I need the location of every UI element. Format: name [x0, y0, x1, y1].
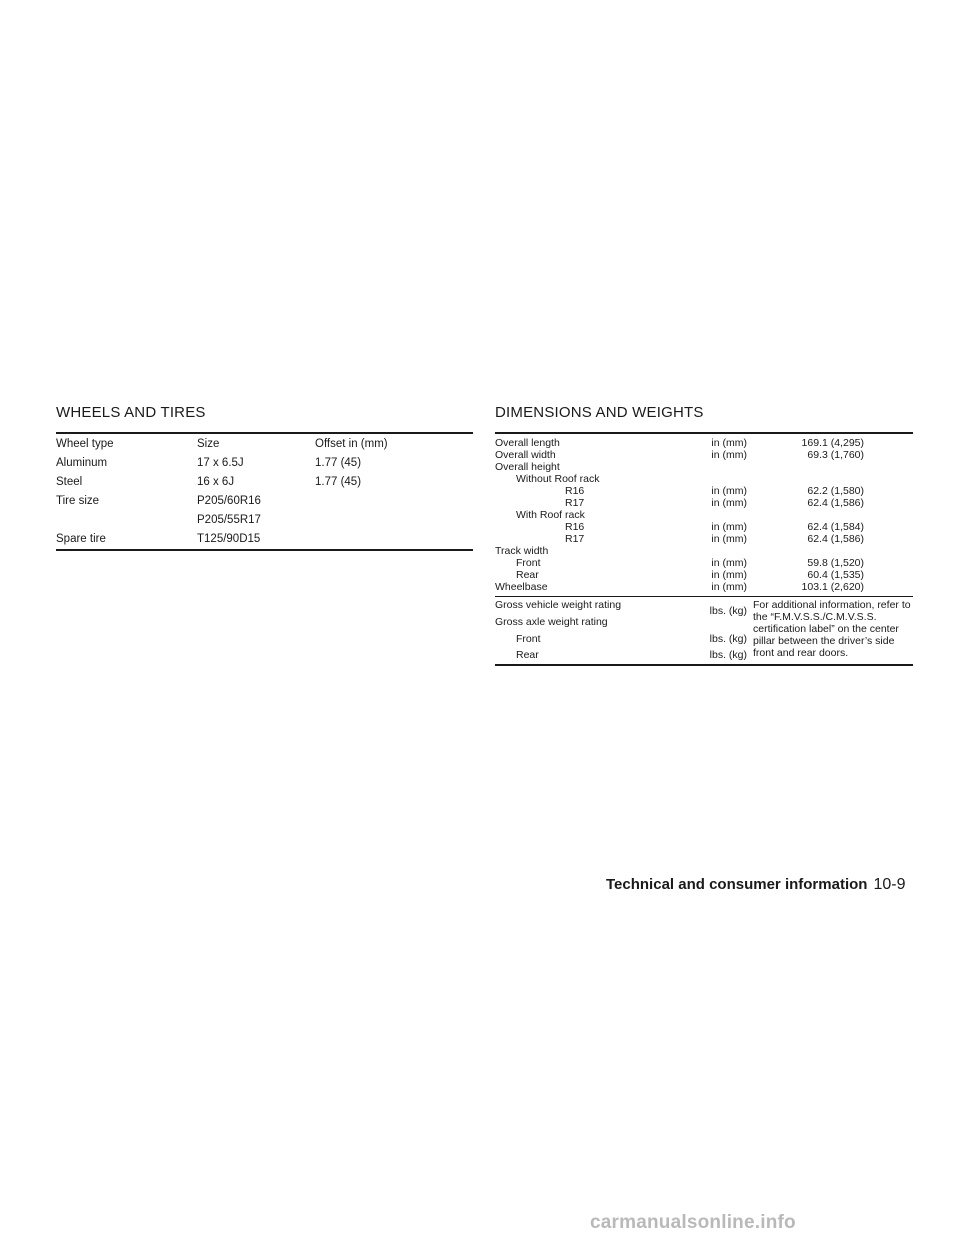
- table-row: [56, 454, 473, 473]
- gawr-rear-label: Rear: [516, 649, 539, 661]
- row-unit: in (mm): [711, 485, 747, 497]
- row-value: 62.4 (1,586): [807, 497, 864, 509]
- table-row: [495, 437, 913, 449]
- row-label: Without Roof rack: [516, 473, 600, 485]
- dimensions-table: [495, 434, 913, 593]
- row-value: 103.1 (2,620): [801, 581, 864, 593]
- table-row: [56, 530, 473, 549]
- row-label: Front: [516, 557, 541, 569]
- table-row: [56, 511, 473, 530]
- page-number: 10-9: [873, 876, 906, 893]
- wheels-and-tires-section: [56, 404, 473, 551]
- row-label: Wheelbase: [495, 581, 548, 593]
- dimensions-and-weights-section: [495, 404, 913, 666]
- row-unit: in (mm): [711, 557, 747, 569]
- cell-wheel-type: Spare tire: [56, 533, 106, 545]
- table-row: [56, 492, 473, 511]
- cell-size: 16 x 6J: [197, 476, 235, 488]
- cell-size: T125/90D15: [197, 533, 261, 545]
- cell-offset: 1.77 (45): [315, 457, 362, 469]
- weights-table: [495, 596, 913, 664]
- gawr-front-label: Front: [516, 633, 541, 645]
- row-label: R17: [565, 497, 585, 509]
- table-row: [495, 521, 913, 533]
- table-row: [495, 461, 913, 473]
- table-row: [495, 473, 913, 485]
- cell-size: P205/55R17: [197, 514, 261, 526]
- table-row: [495, 557, 913, 569]
- table-row: [495, 485, 913, 497]
- table-row: [495, 569, 913, 581]
- cell-wheel-type: Steel: [56, 476, 83, 488]
- row-label: R17: [565, 533, 585, 545]
- row-unit: in (mm): [711, 569, 747, 581]
- row-label: R16: [565, 521, 585, 533]
- gawr-rear-unit: lbs. (kg): [709, 649, 747, 661]
- table-row: [495, 509, 913, 521]
- row-unit: in (mm): [711, 581, 747, 593]
- table-row: [495, 581, 913, 593]
- watermark: carmanualsonline.info: [590, 1212, 796, 1233]
- header-size: Size: [197, 438, 220, 450]
- row-label: R16: [565, 485, 585, 497]
- table-row: [56, 473, 473, 492]
- table-row: [495, 449, 913, 461]
- row-unit: in (mm): [711, 533, 747, 545]
- row-label: Track width: [495, 545, 549, 557]
- row-value: 69.3 (1,760): [807, 449, 864, 461]
- gvwr-label: Gross vehicle weight rating: [495, 599, 622, 611]
- gawr-label: Gross axle weight rating: [495, 616, 608, 628]
- row-unit: in (mm): [711, 497, 747, 509]
- row-label: Overall height: [495, 461, 560, 473]
- row-label: Overall length: [495, 437, 560, 449]
- table-bottom-rule: [495, 664, 913, 666]
- table-row: [495, 533, 913, 545]
- row-value: 62.4 (1,586): [807, 533, 864, 545]
- section-title: WHEELS AND TIRES: [56, 404, 206, 421]
- cell-wheel-type: Aluminum: [56, 457, 108, 469]
- row-value: 62.2 (1,580): [807, 485, 864, 497]
- row-label: Overall width: [495, 449, 556, 461]
- table-header-row: [56, 435, 473, 454]
- row-label: With Roof rack: [516, 509, 585, 521]
- row-unit: in (mm): [711, 521, 747, 533]
- table-row: [495, 497, 913, 509]
- row-value: 62.4 (1,584): [807, 521, 864, 533]
- page-footer: [606, 876, 905, 894]
- footer-section-title: Technical and consumer information: [606, 876, 868, 893]
- row-unit: in (mm): [711, 437, 747, 449]
- cell-size: 17 x 6.5J: [197, 457, 244, 469]
- gvwr-unit: lbs. (kg): [709, 605, 747, 617]
- header-wheel-type: Wheel type: [56, 438, 114, 450]
- cell-wheel-type: Tire size: [56, 495, 100, 507]
- cell-offset: 1.77 (45): [315, 476, 362, 488]
- row-value: 59.8 (1,520): [807, 557, 864, 569]
- gawr-front-unit: lbs. (kg): [709, 633, 747, 645]
- row-label: Rear: [516, 569, 539, 581]
- cell-size: P205/60R16: [197, 495, 261, 507]
- weights-note: For additional information, refer to the “F.M.V.S.S./C.M.V.S.S. certification label” on the center pillar between the driver’s side front and rear doors.: [753, 599, 911, 659]
- table-row: [495, 545, 913, 557]
- header-offset: Offset in (mm): [315, 438, 388, 450]
- row-value: 169.1 (4,295): [801, 437, 864, 449]
- row-unit: in (mm): [711, 449, 747, 461]
- section-title: DIMENSIONS AND WEIGHTS: [495, 404, 704, 421]
- row-value: 60.4 (1,535): [807, 569, 864, 581]
- wheels-table: [56, 434, 473, 549]
- table-bottom-rule: [56, 549, 473, 551]
